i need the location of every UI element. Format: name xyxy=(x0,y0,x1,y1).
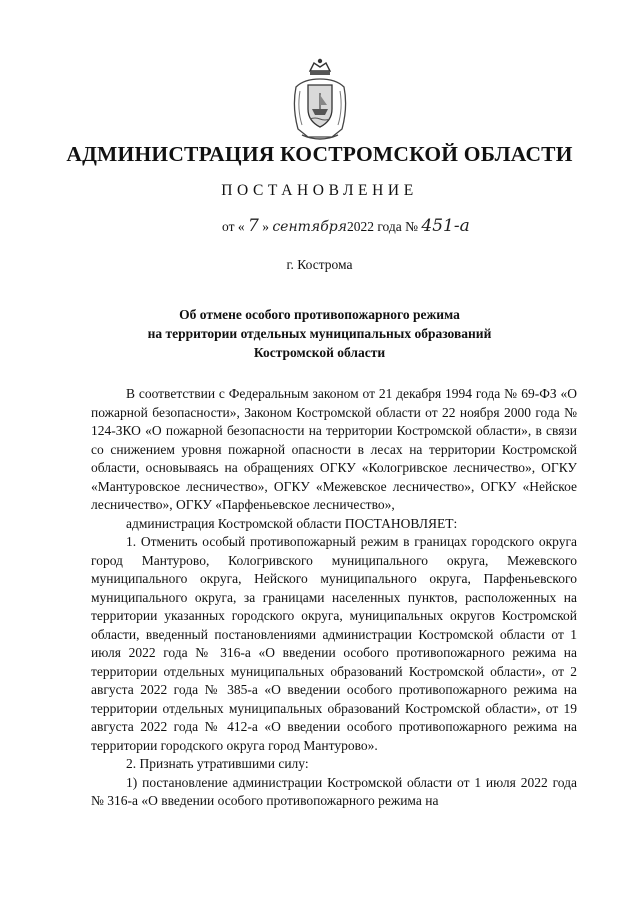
city: г. Кострома xyxy=(286,257,353,272)
title-line: Об отмене особого противопожарного режима xyxy=(179,307,460,322)
date-month: сентября xyxy=(272,219,347,235)
document-date-line xyxy=(222,216,470,236)
document-title xyxy=(0,305,639,362)
body-paragraph: администрация Костромской области ПОСТАНОВЛЯЕТ: xyxy=(126,515,458,531)
document-number: 451-а xyxy=(421,216,470,236)
document-body xyxy=(91,385,577,811)
body-paragraph: 1. Отменить особый противопожарный режим в границах городского округа город Мантурово, Кологривского муниципального округа, Межевского муниципального округа, Нейского муниципального округа, Парфеньевского муниципального округа, за границами населенных пунктов, расположенных на территории указанных городского округа, муниципальных округов Костромской области, введенный постановлениями администрации Костромской области от 1 июля 2022 года № 316-а «О введении особого противопожарного режима на территории отдельных муниципальных образований Костромской области», от 2 августа 2022 года № 385-а «О введении особого противопожарного режима на территории отдельных муниципальных образований Костромской области», от 19 августа 2022 года № 412-а «О введении особого противопожарного режима на территории городского округа город Мантурово». xyxy=(91,534,577,753)
body-paragraph: 1) постановление администрации Костромской области от 1 июля 2022 года № 316-а «О введении особого противопожарного режима на xyxy=(91,774,577,808)
body-paragraph: 2. Признать утратившими силу: xyxy=(126,756,309,771)
title-line: Костромской области xyxy=(253,345,386,360)
document-type: ПОСТАНОВЛЕНИЕ xyxy=(221,182,418,199)
title-line: на территории отдельных муниципальных образований xyxy=(147,326,492,341)
date-mid: » xyxy=(262,219,269,234)
organization-name: АДМИНИСТРАЦИЯ КОСТРОМСКОЙ ОБЛАСТИ xyxy=(66,142,573,166)
date-prefix: от « xyxy=(222,219,245,234)
date-day: 7 xyxy=(247,216,259,236)
body-paragraph: В соответствии с Федеральным законом от 21 декабря 1994 года № 69-ФЗ «О пожарной безопасности», Законом Костромской области от 22 ноября 2000 года № 124-ЗКО «О пожарной безопасности на территории Костромской области», в связи со снижением уровня пожарной опасности в лесах на территории Костромской области, основываясь на обращениях ОГКУ «Кологривское лесничество», ОГКУ «Мантуровское лесничество», ОГКУ «Межевское лесничество», ОГКУ «Нейское лесничество», ОГКУ «Парфеньевское лесничество», xyxy=(91,386,577,512)
date-year: 2022 года № xyxy=(346,219,419,234)
coat-of-arms-icon xyxy=(288,57,352,143)
